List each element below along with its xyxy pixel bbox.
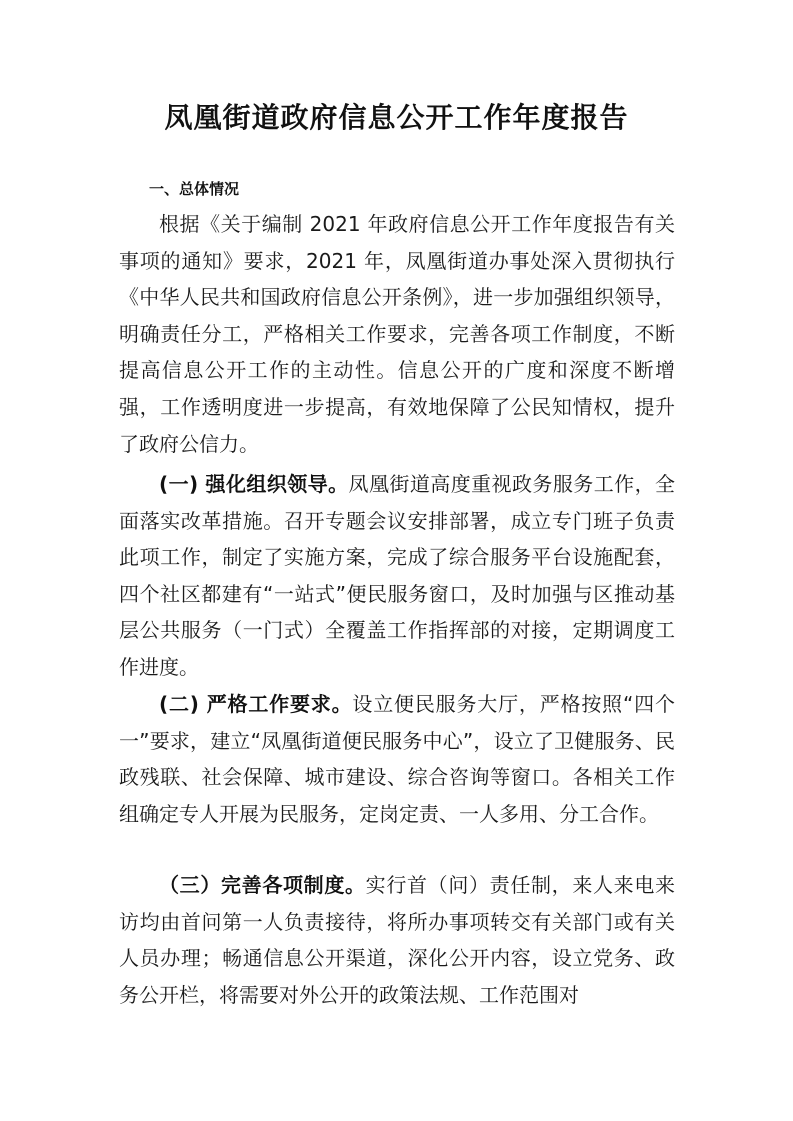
paragraph-lead-systems: （三）完善各项制度。 (159, 873, 366, 897)
document-title: 凤凰街道政府信息公开工作年度报告 (164, 101, 629, 134)
paragraph-systems (119, 867, 675, 1013)
paragraph-organization (119, 466, 675, 686)
paragraph-text-systems: 实行首（问）责任制，来人来电来访均由首问第一人负责接待，将所办事项转交有关部门或有关人员办理；畅通信息公开渠道，深化公开内容，设立党务、政务公开栏，将需要对外公开的政策法规、工作范围对 (119, 873, 676, 1007)
paragraph-text-organization: 凤凰街道高度重视政务服务工作，全面落实改革措施。召开专题会议安排部署，成立专门班子负责此项工作，制定了实施方案，完成了综合服务平台设施配套，四个社区都建有“一站式”便民服务窗口，及时加强与区推动基层公共服务（一门式）全覆盖工作指挥部的对接，定期调度工作进度。 (119, 472, 675, 679)
paragraph-requirements (119, 686, 675, 832)
paragraph-lead-requirements: (二) 严格工作要求。 (159, 692, 353, 716)
paragraph-overview: 根据《关于编制 2021 年政府信息公开工作年度报告有关事项的通知》要求，2021 年，凤凰街道办事处深入贯彻执行《中华人民共和国政府信息公开条例》，进一步加强组织领导，明确责任分工，严格相关工作要求，完善各项工作制度，不断提高信息公开工作的主动性。信息公开的广度和深度不断增强，工作透明度进一步提高，有效地保障了公民知情权，提升了政府公信力。 (119, 212, 675, 456)
section-heading-overview: 一、总体情况 (149, 180, 240, 198)
paragraph-lead-organization: (一) 强化组织领导。 (159, 472, 349, 496)
paragraph-text-requirements: 设立便民服务大厅，严格按照“四个一”要求，建立“凤凰街道便民服务中心”，设立了卫健服务、民政残联、社会保障、城市建设、综合咨询等窗口。各相关工作组确定专人开展为民服务，定岗定责、一人多用、分工合作。 (119, 692, 675, 826)
